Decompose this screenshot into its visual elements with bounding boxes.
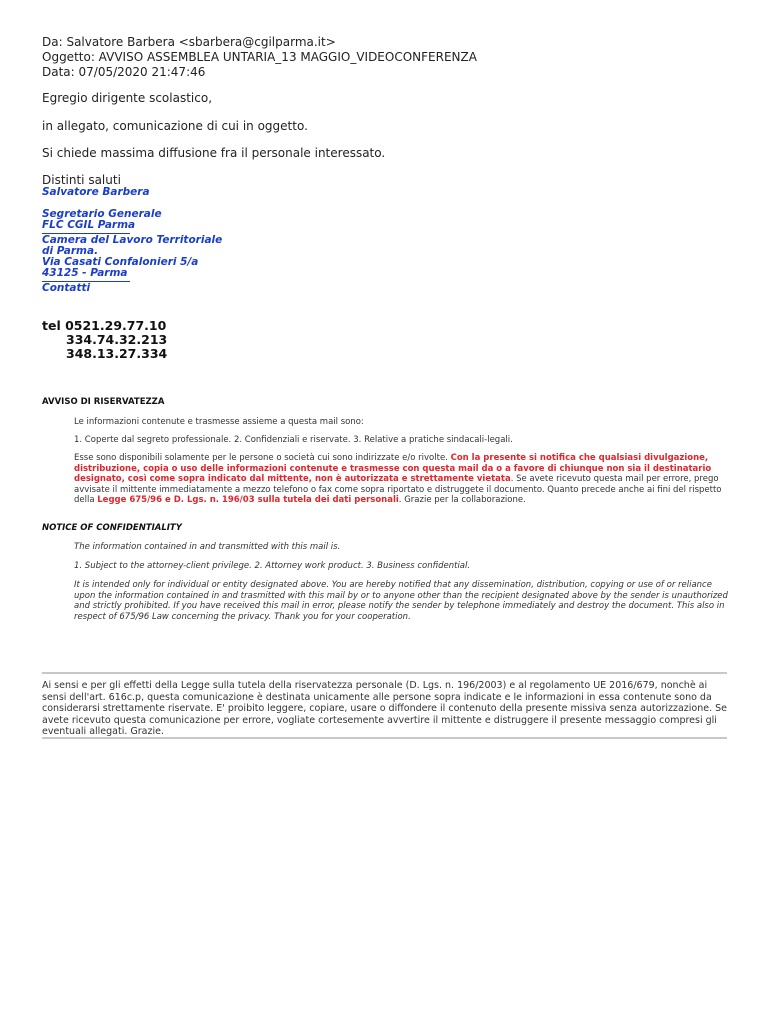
signature-address: Via Casati Confalonieri 5/a	[42, 256, 199, 268]
footer-disclaimer: Ai sensi e per gli effetti della Legge sulla tutela della riservatezza personale (D. Lgs. n. 196/2003) e al regolamento UE 2016/679, nonchè ai sensi dell'art. 616c.p, questa comunicazione è destinata unicamente alle persone sopra indicate e le informazioni in essa contenute sono da considerarsi strettamente riservate. E' proibito leggere, copiare, usare o diffondere il contenuto della presente missiva senza autorizzazione. Se avete ricevuto questa comunicazione per errore, vogliate cortesemente avvertire il mittente e distruggere il presente messaggio compresi gli eventuali allegati. Grazie.	[42, 680, 728, 737]
email-date: Data: 07/05/2020 21:47:46	[42, 65, 206, 79]
en-notice-p2: 1. Subject to the attorney-client privilege. 2. Attorney work product. 3. Business confidential.	[74, 561, 471, 571]
en-notice-title: NOTICE OF CONFIDENTIALITY	[42, 523, 182, 533]
closing: Distinti saluti	[42, 173, 121, 187]
signature-name: Salvatore Barbera	[42, 186, 150, 198]
footer-top-rule	[42, 672, 727, 674]
it-notice-p1: Le informazioni contenute e trasmesse assieme a questa mail sono:	[74, 417, 364, 427]
en-notice-p3: It is intended only for individual or entity designated above. You are hereby notified that any dissemination, distribution, copying or use of or reliance upon the information contained in and trasmitted with this mail by or to anyone other than the recipient designated above by the sender is unauthorized and strictly prohibited. If you have received this mail in error, please notify the sender by telephone immediately and destroy the document. This also in respect of 675/96 Law concerning the privacy. Thank you for your cooperation.	[74, 580, 728, 622]
it-notice-warning: Con la presente si notifica che qualsiasi divulgazione, distribuzione, copia o uso delle informazioni contenute e trasmesse con questa mail da o a favore di chiunque non sia il destinatario designato, così come sopra indicato dal mittente, non è autorizzata e strettamente vietata	[74, 453, 712, 484]
phone-2: 334.74.32.213	[66, 332, 168, 347]
message-line-2: Si chiede massima diffusione fra il personale interessato.	[42, 146, 386, 160]
phone-3: 348.13.27.334	[66, 346, 168, 361]
email-from: Da: Salvatore Barbera <sbarbera@cgilparma.it>	[42, 35, 336, 49]
it-notice-text: Esse sono disponibili solamente per le persone o società cui sono indirizzate e/o rivolte.	[74, 453, 451, 463]
signature-role: Segretario Generale	[42, 208, 162, 220]
signature-camera-1: Camera del Lavoro Territoriale	[42, 234, 223, 246]
it-notice-text: . Grazie per la collaborazione.	[398, 495, 526, 505]
en-notice-p1: The information contained in and transmitted with this mail is.	[74, 542, 341, 552]
signature-block	[42, 187, 222, 294]
signature-city: 43125 - Parma	[42, 267, 128, 279]
it-notice-p2: 1. Coperte dal segreto professionale. 2. Confidenziali e riservate. 3. Relative a pratiche sindacali-legali.	[74, 435, 513, 445]
signature-camera-2: di Parma.	[42, 245, 99, 257]
email-subject: Oggetto: AVVISO ASSEMBLEA UNTARIA_13 MAGGIO_VIDEOCONFERENZA	[42, 50, 477, 64]
signature-org: FLC CGIL Parma	[42, 219, 136, 231]
it-notice-p3	[74, 453, 734, 506]
it-notice-text: . Se avete ricevuto questa mail per errore, prego avvisate il mittente immediatamente a mezzo telefono o fax come sopra riportato e distruggete il documento. Quanto precede anche ai fini del rispetto della	[74, 474, 722, 505]
signature-contacts: Contatti	[42, 282, 91, 294]
footer-bottom-rule	[42, 737, 727, 739]
greeting: Egregio dirigente scolastico,	[42, 91, 213, 105]
it-notice-title: AVVISO DI RISERVATEZZA	[42, 397, 165, 407]
phone-1: tel 0521.29.77.10	[42, 318, 167, 333]
it-notice-law-reference: Legge 675/96 e D. Lgs. n. 196/03 sulla tutela dei dati personali	[97, 495, 399, 505]
message-line-1: in allegato, comunicazione di cui in oggetto.	[42, 119, 308, 133]
